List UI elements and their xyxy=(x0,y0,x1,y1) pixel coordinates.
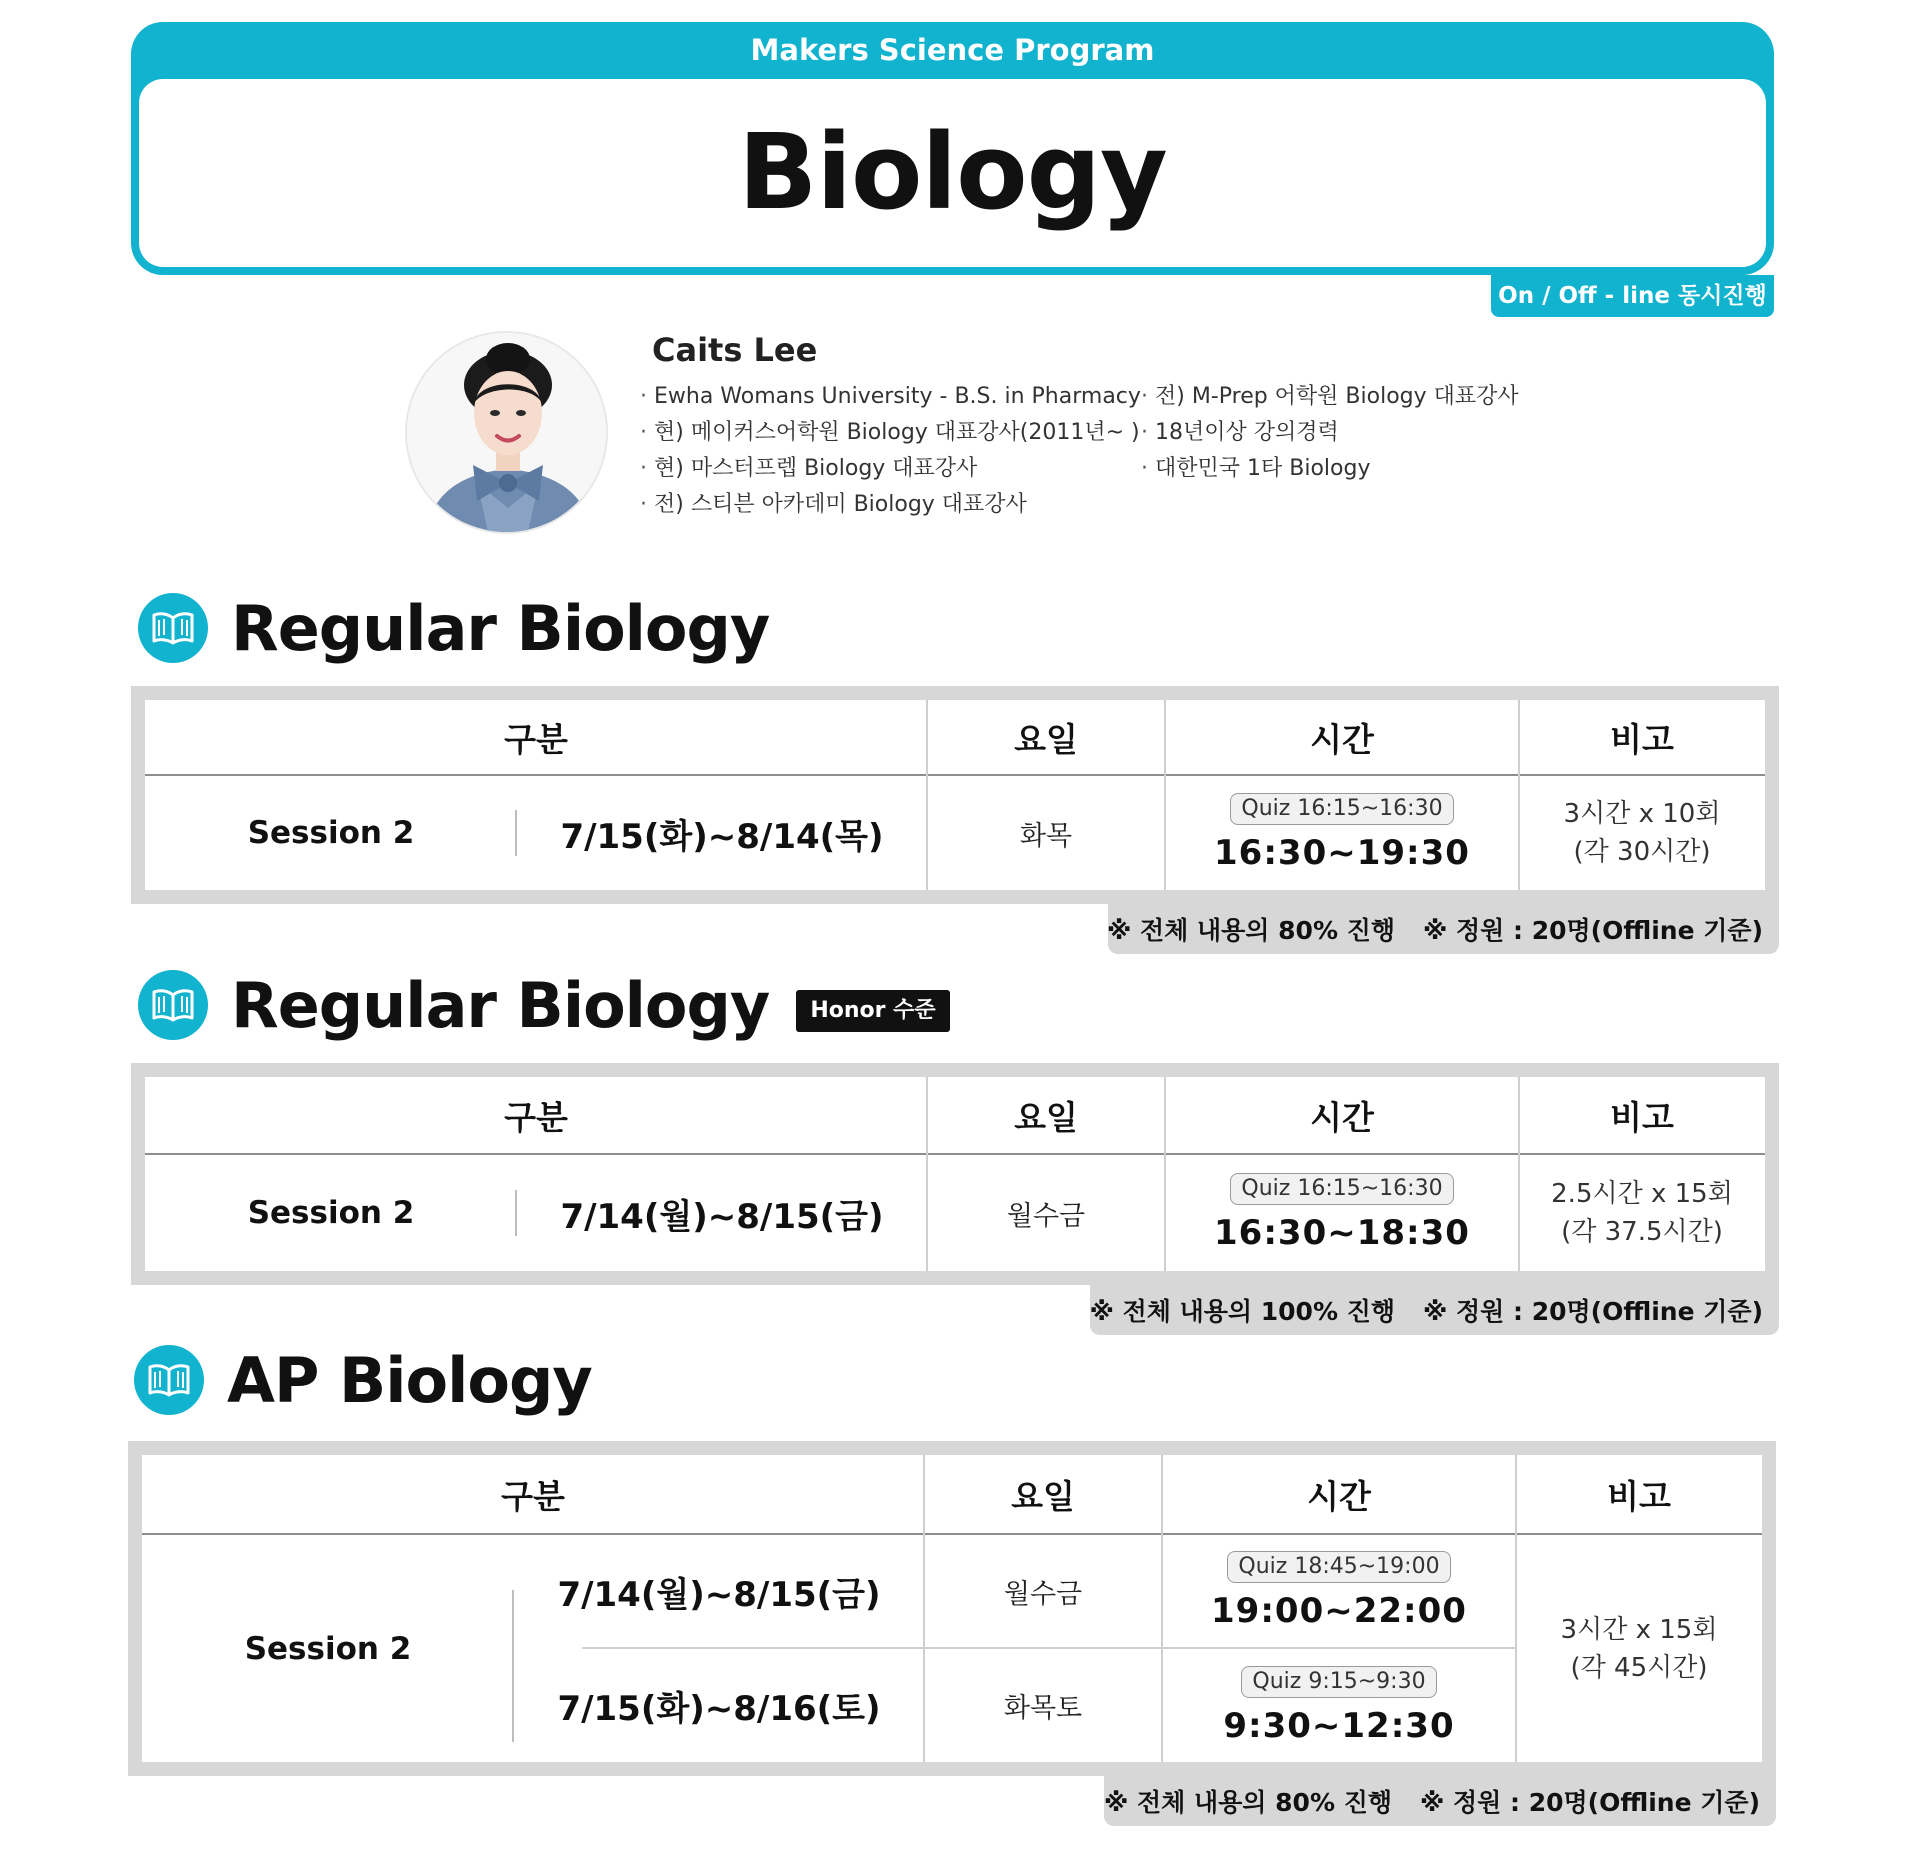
section-title: AP Biology xyxy=(227,1343,592,1417)
page-title: Biology xyxy=(738,111,1167,233)
class-time: 19:00~22:00 xyxy=(1211,1591,1467,1631)
time-cell xyxy=(1165,1155,1519,1271)
credential-item: · 18년이상 강의경력 xyxy=(1141,415,1519,451)
note-cell xyxy=(1519,1155,1765,1271)
class-time: 9:30~12:30 xyxy=(1223,1705,1455,1746)
note-cell xyxy=(1519,776,1765,890)
progress-note: ※ 전체 내용의 80% 진행 xyxy=(1103,1788,1392,1817)
banner-title-box xyxy=(139,79,1766,267)
col-header-note: 비고 xyxy=(1610,1097,1674,1137)
class-days: 월수금 xyxy=(1006,1200,1086,1232)
col-header-days: 요일 xyxy=(1014,719,1078,759)
col-header-days: 요일 xyxy=(1014,1097,1078,1137)
time-cell xyxy=(1165,776,1519,890)
col-header-days: 요일 xyxy=(1011,1476,1075,1516)
section-title: Regular Biology xyxy=(231,591,770,665)
section-heading-regular xyxy=(138,593,769,663)
progress-note: ※ 전체 내용의 100% 진행 xyxy=(1089,1297,1395,1326)
credential-list-right xyxy=(1141,379,1519,487)
col-header-category: 구분 xyxy=(504,1097,568,1137)
session-label: Session 2 xyxy=(247,1195,415,1231)
schedule-table-regular xyxy=(131,686,1779,904)
quiz-time-badge: Quiz 16:15~16:30 xyxy=(1230,793,1453,825)
quiz-time-badge: Quiz 9:15~9:30 xyxy=(1241,1666,1436,1698)
credential-item: · 현) 마스터프렙 Biology 대표강사 xyxy=(640,451,1141,487)
col-header-category: 구분 xyxy=(504,719,568,759)
section-footnote xyxy=(1104,1776,1776,1826)
class-time: 16:30~19:30 xyxy=(1214,833,1470,873)
section-heading-ap xyxy=(134,1345,592,1415)
teacher-name: Caits Lee xyxy=(652,331,818,369)
note-total: (각 30시간) xyxy=(1573,837,1711,867)
credential-item: · 현) 메이커스어학원 Biology 대표강사(2011년~ ) xyxy=(640,415,1141,451)
note-hours: 2.5시간 x 15회 xyxy=(1551,1179,1733,1209)
col-header-time: 시간 xyxy=(1307,1476,1371,1516)
col-header-time: 시간 xyxy=(1310,719,1374,759)
note-hours: 3시간 x 10회 xyxy=(1563,799,1721,829)
program-name: Makers Science Program xyxy=(750,33,1155,67)
teacher-photo xyxy=(405,331,608,534)
class-time: 16:30~18:30 xyxy=(1214,1213,1470,1253)
credential-item: · 전) 스티븐 아카데미 Biology 대표강사 xyxy=(640,487,1141,523)
section-footnote xyxy=(1108,904,1779,954)
col-header-time: 시간 xyxy=(1310,1097,1374,1137)
section-heading-honor xyxy=(138,970,950,1040)
section-footnote xyxy=(1090,1285,1779,1335)
date-range: 7/14(월)~8/15(금) xyxy=(557,1574,881,1615)
session-label: Session 2 xyxy=(247,815,415,851)
session-label: Session 2 xyxy=(244,1630,412,1667)
quiz-time-badge: Quiz 18:45~19:00 xyxy=(1227,1551,1450,1583)
class-days: 화목 xyxy=(1019,820,1073,852)
time-cell xyxy=(1162,1649,1516,1762)
note-total: (각 45시간) xyxy=(1570,1652,1708,1683)
date-range: 7/14(월)~8/15(금) xyxy=(560,1196,884,1237)
capacity-note: ※ 정원 : 20명(Offline 기준) xyxy=(1423,916,1763,945)
class-days: 화목토 xyxy=(1003,1693,1083,1724)
note-hours: 3시간 x 15회 xyxy=(1560,1614,1718,1645)
credential-item: · 전) M-Prep 어학원 Biology 대표강사 xyxy=(1141,379,1519,415)
progress-note: ※ 전체 내용의 80% 진행 xyxy=(1106,916,1395,945)
program-banner xyxy=(131,22,1774,275)
credential-item: · 대한민국 1타 Biology xyxy=(1141,451,1519,487)
open-book-icon xyxy=(134,1345,204,1415)
quiz-time-badge: Quiz 16:15~16:30 xyxy=(1230,1173,1453,1205)
class-days: 월수금 xyxy=(1003,1578,1083,1610)
schedule-table-ap xyxy=(128,1441,1776,1776)
open-book-icon xyxy=(138,593,208,663)
capacity-note: ※ 정원 : 20명(Offline 기준) xyxy=(1423,1297,1763,1326)
col-header-note: 비고 xyxy=(1610,719,1674,759)
credential-item: · Ewha Womans University - B.S. in Pharmacy xyxy=(640,379,1141,415)
class-mode-tag: On / Off - line 동시진행 xyxy=(1491,275,1774,317)
date-range: 7/15(화)~8/16(토) xyxy=(557,1689,881,1729)
note-cell xyxy=(1516,1535,1762,1762)
honor-level-badge: Honor 수준 xyxy=(796,990,949,1032)
section-title: Regular Biology xyxy=(231,968,770,1042)
date-range: 7/15(화)~8/14(목) xyxy=(560,816,884,857)
capacity-note: ※ 정원 : 20명(Offline 기준) xyxy=(1420,1788,1760,1817)
note-total: (각 37.5시간) xyxy=(1561,1217,1723,1247)
schedule-table-honor xyxy=(131,1063,1779,1285)
col-header-note: 비고 xyxy=(1607,1476,1671,1516)
credential-list-left xyxy=(640,379,1141,523)
time-cell xyxy=(1162,1535,1516,1647)
open-book-icon xyxy=(138,970,208,1040)
col-header-category: 구분 xyxy=(501,1476,565,1516)
